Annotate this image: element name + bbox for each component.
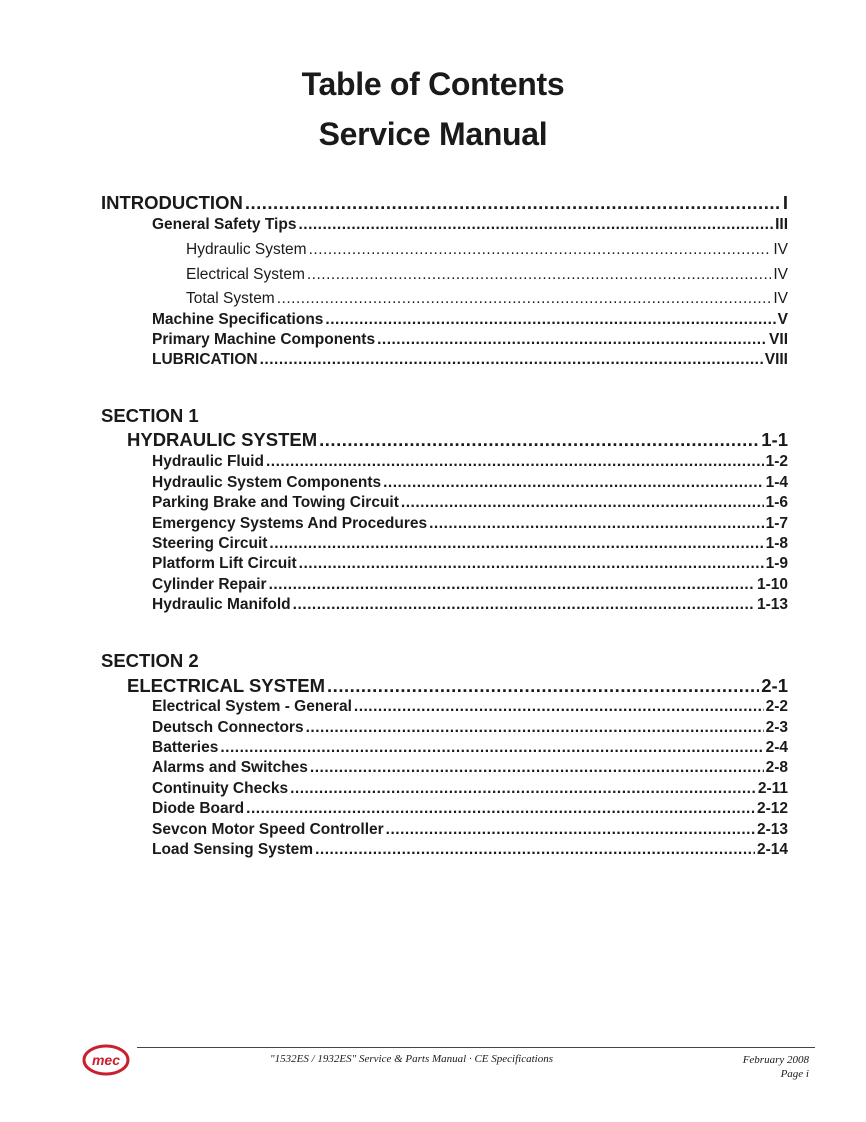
footer-meta	[743, 1053, 809, 1081]
toc-entry-page: 1-7	[765, 515, 788, 532]
toc-entry-label: Deutsch Connectors	[152, 719, 304, 736]
dot-leader	[386, 821, 755, 839]
dot-leader	[277, 290, 772, 308]
footer-document-title: "1532ES / 1932ES" Service & Parts Manual · CE Specifications	[270, 1053, 553, 1065]
toc-entry[interactable]	[152, 576, 788, 594]
toc-entry-label: Machine Specifications	[152, 311, 324, 328]
toc-entry[interactable]	[152, 216, 788, 234]
toc-entry[interactable]	[152, 555, 788, 573]
dot-leader	[260, 351, 763, 369]
dot-leader	[429, 515, 763, 533]
toc-entry-page: IV	[773, 241, 788, 258]
toc-entry[interactable]	[152, 535, 788, 553]
toc-entry-label: Primary Machine Components	[152, 331, 376, 348]
toc-entry[interactable]	[152, 841, 788, 859]
toc-entry-page: 2-4	[765, 739, 788, 756]
dot-leader	[298, 216, 773, 234]
toc-entry-page: IV	[773, 290, 788, 307]
dot-leader	[246, 800, 755, 818]
logo-text: mec	[91, 1052, 121, 1068]
toc-entry-page: 2-3	[765, 719, 788, 736]
toc-entry-label: Emergency Systems And Procedures	[152, 515, 428, 532]
toc-entry-label: Electrical System	[186, 266, 305, 283]
toc-entry-page: III	[775, 216, 788, 233]
toc-entry-label: Platform Lift Circuit	[152, 555, 297, 572]
dot-leader	[354, 698, 764, 716]
dot-leader	[310, 759, 764, 777]
toc-entry[interactable]	[152, 800, 788, 818]
dot-leader	[220, 739, 763, 757]
footer-divider	[137, 1047, 815, 1048]
toc-entry-page: 2-1	[761, 675, 788, 696]
toc-entry-label: Total System	[186, 290, 275, 307]
toc-entry-page: 2-12	[756, 800, 788, 817]
dot-leader	[319, 429, 759, 451]
toc-entry-label: Continuity Checks	[152, 780, 289, 797]
toc-entry-page: 1-8	[765, 535, 788, 552]
toc-entry-page: IV	[773, 266, 788, 283]
toc-entry[interactable]	[152, 698, 788, 716]
toc-entry[interactable]	[152, 596, 788, 614]
toc-entry[interactable]	[186, 266, 788, 284]
toc-entry-label: Batteries	[152, 739, 219, 756]
toc-entry-page: 1-10	[756, 576, 788, 593]
toc-entry-label: Diode Board	[152, 800, 245, 817]
toc-entry-label: INTRODUCTION	[101, 192, 243, 213]
toc-entry[interactable]	[152, 759, 788, 777]
toc-entry-label: Sevcon Motor Speed Controller	[152, 821, 384, 838]
toc-entry[interactable]	[152, 474, 788, 492]
toc-entry-page: 1-6	[765, 494, 788, 511]
dot-leader	[309, 241, 772, 259]
toc-entry-label: LUBRICATION	[152, 351, 258, 368]
toc-entry[interactable]	[152, 453, 788, 471]
toc-entry-label: Steering Circuit	[152, 535, 268, 552]
footer-date: February 2008	[742, 1054, 809, 1066]
toc-entry-page: VIII	[764, 351, 788, 368]
dot-leader	[293, 596, 755, 614]
toc-entry-page: 2-14	[756, 841, 788, 858]
toc-entry-label: Hydraulic System	[186, 241, 307, 258]
page-title: Table of Contents	[301, 66, 565, 102]
toc-entry-page: VII	[769, 331, 788, 348]
section-2-label: SECTION 2	[101, 650, 199, 671]
toc-entry-page: 1-4	[765, 474, 788, 491]
toc-entry-page: I	[782, 192, 788, 213]
toc-entry[interactable]	[186, 290, 788, 308]
dot-leader	[290, 780, 756, 798]
toc-entry[interactable]	[152, 494, 788, 512]
dot-leader	[307, 266, 771, 284]
dot-leader	[299, 555, 764, 573]
dot-leader	[325, 311, 775, 329]
toc-entry-label: Load Sensing System	[152, 841, 314, 858]
toc-entry-page: 1-1	[761, 429, 788, 450]
section-1-label: SECTION 1	[101, 405, 199, 426]
toc-entry-page: 2-8	[765, 759, 788, 776]
toc-entry-label: Hydraulic Fluid	[152, 453, 264, 470]
toc-entry-page: 1-9	[765, 555, 788, 572]
toc-entry-page: V	[777, 311, 788, 328]
toc-entry-label: Cylinder Repair	[152, 576, 267, 593]
toc-entry-label: ELECTRICAL SYSTEM	[127, 675, 326, 696]
toc-entry-page: 2-2	[765, 698, 788, 715]
dot-leader	[327, 675, 759, 697]
toc-entry[interactable]	[152, 719, 788, 737]
dot-leader	[377, 331, 767, 349]
dot-leader	[401, 494, 764, 512]
toc-entry-electrical-system[interactable]	[127, 675, 788, 697]
dot-leader	[269, 535, 763, 553]
footer-page-number: Page i	[780, 1068, 809, 1080]
dot-leader	[306, 719, 764, 737]
toc-entry-page: 2-11	[757, 780, 788, 797]
toc-entry-label: Hydraulic Manifold	[152, 596, 291, 613]
toc-entry-page: 1-2	[765, 453, 788, 470]
dot-leader	[315, 841, 755, 859]
dot-leader	[383, 474, 763, 492]
toc-entry-label: Electrical System - General	[152, 698, 352, 715]
toc-entry[interactable]	[152, 821, 788, 839]
dot-leader	[266, 453, 764, 471]
dot-leader	[269, 576, 755, 594]
toc-entry-page: 1-13	[756, 596, 788, 613]
toc-entry-label: General Safety Tips	[152, 216, 297, 233]
mec-logo	[82, 1044, 130, 1076]
toc-entry-label: Alarms and Switches	[152, 759, 308, 776]
toc-entry[interactable]	[152, 351, 788, 369]
toc-entry-introduction[interactable]	[101, 192, 788, 214]
page-subtitle: Service Manual	[318, 116, 548, 152]
toc-entry-label: Parking Brake and Towing Circuit	[152, 494, 399, 511]
toc-entry-page: 2-13	[756, 821, 788, 838]
toc-entry[interactable]	[152, 331, 788, 349]
toc-entry-hydraulic-system[interactable]	[127, 429, 788, 451]
toc-entry[interactable]	[186, 241, 788, 259]
toc-entry-label: HYDRAULIC SYSTEM	[127, 429, 318, 450]
dot-leader	[245, 192, 781, 214]
toc-entry[interactable]	[152, 515, 788, 533]
toc-entry[interactable]	[152, 739, 788, 757]
toc-entry[interactable]	[152, 311, 788, 329]
toc-entry-label: Hydraulic System Components	[152, 474, 382, 491]
toc-entry[interactable]	[152, 780, 788, 798]
